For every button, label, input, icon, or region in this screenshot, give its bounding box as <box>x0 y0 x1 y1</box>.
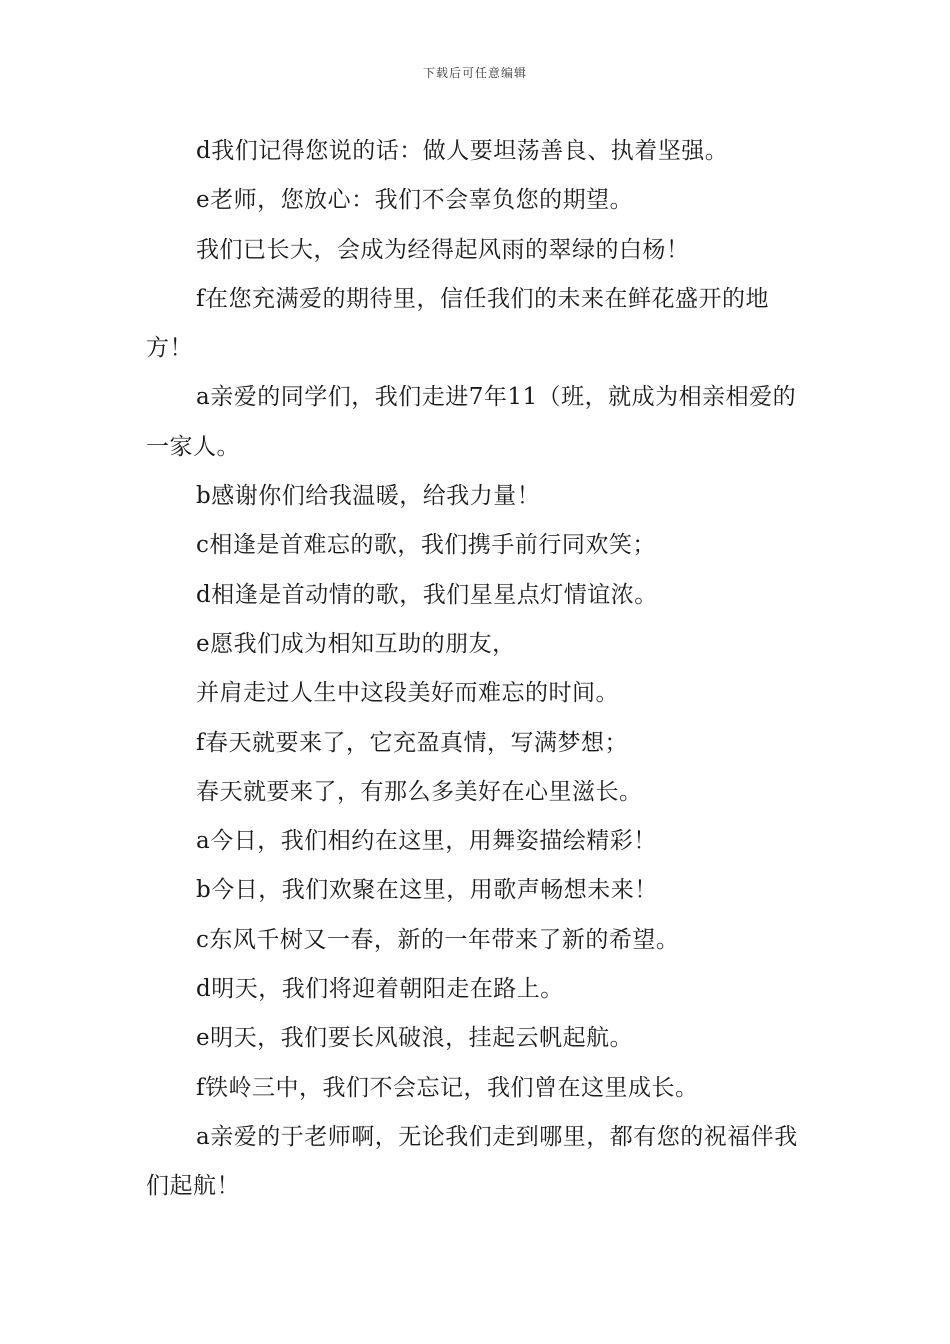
paragraph: a亲爱的同学们，我们走进7年11（班，就成为相亲相爱的一家人。 <box>146 384 797 460</box>
paragraph: c东风千树又一春，新的一年带来了新的希望。 <box>196 926 680 953</box>
paragraph: f在您充满爱的期待里，信任我们的未来在鲜花盛开的地方！ <box>146 285 770 362</box>
header-note: 下载后可任意编辑 <box>422 66 527 80</box>
paragraph: b今日，我们欢聚在这里，用歌声畅想未来！ <box>196 877 658 904</box>
document-body <box>146 127 811 1212</box>
paragraph: d我们记得您说的话：做人要坦荡善良、执着坚强。 <box>196 138 729 164</box>
paragraph: b感谢你们给我温暖，给我力量！ <box>196 483 541 510</box>
paragraph: f春天就要来了，它充盈真情，写满梦想； <box>196 729 629 756</box>
paragraph: a亲爱的于老师啊，无论我们走到哪里，都有您的祝福伴我们起航！ <box>146 1123 798 1200</box>
paragraph: 春天就要来了，有那么多美好在心里滋长。 <box>196 778 643 805</box>
paragraph: e明天，我们要长风破浪，挂起云帆起航。 <box>196 1025 634 1052</box>
paragraph: e愿我们成为相知互助的朋友， <box>196 630 516 657</box>
paragraph: a今日，我们相约在这里，用舞姿描绘精彩！ <box>196 828 657 855</box>
paragraph: d明天，我们将迎着朝阳走在路上。 <box>196 976 564 1003</box>
paragraph: e老师，您放心：我们不会辜负您的期望。 <box>196 187 634 214</box>
paragraph: 我们已长大，会成为经得起风雨的翠绿的白杨！ <box>196 236 690 263</box>
paragraph: d相逢是首动情的歌，我们星星点灯情谊浓。 <box>196 581 658 608</box>
paragraph: f铁岭三中，我们不会忘记，我们曾在这里成长。 <box>196 1074 699 1101</box>
paragraph: 并肩走过人生中这段美好而难忘的时间。 <box>196 680 619 707</box>
paragraph: c相逢是首难忘的歌，我们携手前行同欢笑； <box>196 532 656 559</box>
